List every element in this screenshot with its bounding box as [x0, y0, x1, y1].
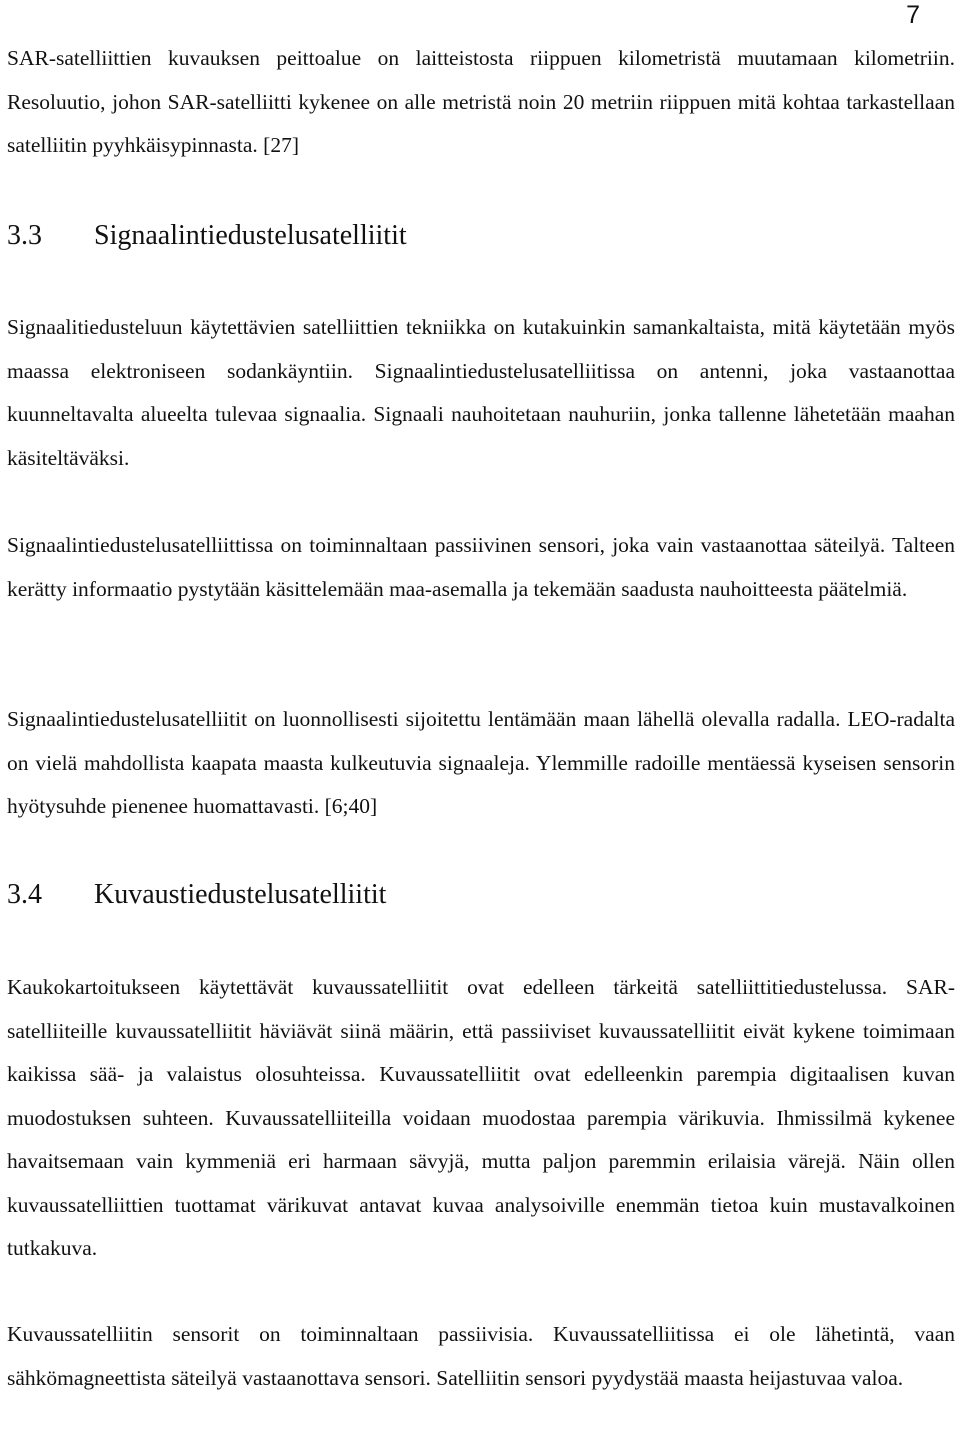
section-number: 3.3 [7, 220, 42, 251]
paragraph-signal-intel-tech: Signaalitiedusteluun käytettävien satelliittien tekniikka on kutakuinkin samankaltaista, mitä käytetään myös maassa elektroniseen sodankäyntiin. Signaalintiedustelusatelliitissa on antenni, joka vastaanottaa kuunneltavalta alueelta tulevaa signaalia. Signaali nauhoitetaan nauhuriin, jonka tallenne lähetetään maahan käsiteltäväksi. [7, 315, 955, 470]
section-title: Signaalintiedustelusatelliitit [94, 220, 407, 251]
paragraph-orbit: Signaalintiedustelusatelliitit on luonnollisesti sijoitettu lentämään maan lähellä olevalla radalla. LEO-radalta on vielä mahdollista kaapata maasta kulkeutuvia signaaleja. Ylemmille radoille mentäessä kyseisen sensorin hyötysuhde pienenee huomattavasti. [6;40] [7, 707, 955, 818]
page-number: 7 [906, 1, 920, 29]
paragraph-imaging-satellites: Kaukokartoitukseen käytettävät kuvaussatelliitit ovat edelleen tärkeitä satelliittitiedustelussa. SAR-satelliiteille kuvaussatelliitit häviävät siinä määrin, että passiiviset kuvaussatelliitit eivät kykene toimimaan kaikissa sää- ja valaistus olosuhteissa. Kuvaussatelliitit ovat edelleenkin parempia digitaalisen kuvan muodostuksen suhteen. Kuvaussatelliiteilla voidaan muodostaa parempia värikuvia. Ihmissilmä kykenee havaitsemaan vain kymmeniä eri harmaan sävyjä, mutta paljon paremmin erilaisia värejä. Näin ollen kuvaussatelliittien tuottamat värikuvat antavat kuvaa analysoiville enemmän tietoa kuin mustavalkoinen tutkakuva. [7, 975, 955, 1260]
paragraph-passive-imaging-sensors: Kuvaussatelliitin sensorit on toiminnaltaan passiivisia. Kuvaussatelliitissa ei ole lähetintä, vaan sähkömagneettista säteilyä vastaanottava sensori. Satelliitin sensori pyydystää maasta heijastuvaa valoa. [7, 1322, 955, 1390]
paragraph-sar-coverage: SAR-satelliittien kuvauksen peittoalue on laitteistosta riippuen kilometristä muutamaan kilometriin. Resoluutio, johon SAR-satelliitti kykenee on alle metristä noin 20 metriin riippuen mitä kohtaa tarkastellaan satelliitin pyyhkäisypinnasta. [27] [7, 46, 955, 157]
paragraph-passive-sensor: Signaalintiedustelusatelliittissa on toiminnaltaan passiivinen sensori, joka vain vastaanottaa säteilyä. Talteen kerätty informaatio pystytään käsittelemään maa-asemalla ja tekemään saadusta nauhoitteesta päätelmiä. [7, 533, 955, 601]
section-heading-3-3 [7, 218, 407, 254]
section-heading-3-4 [7, 877, 386, 913]
section-title: Kuvaustiedustelusatelliitit [94, 879, 387, 910]
section-number: 3.4 [7, 879, 42, 910]
